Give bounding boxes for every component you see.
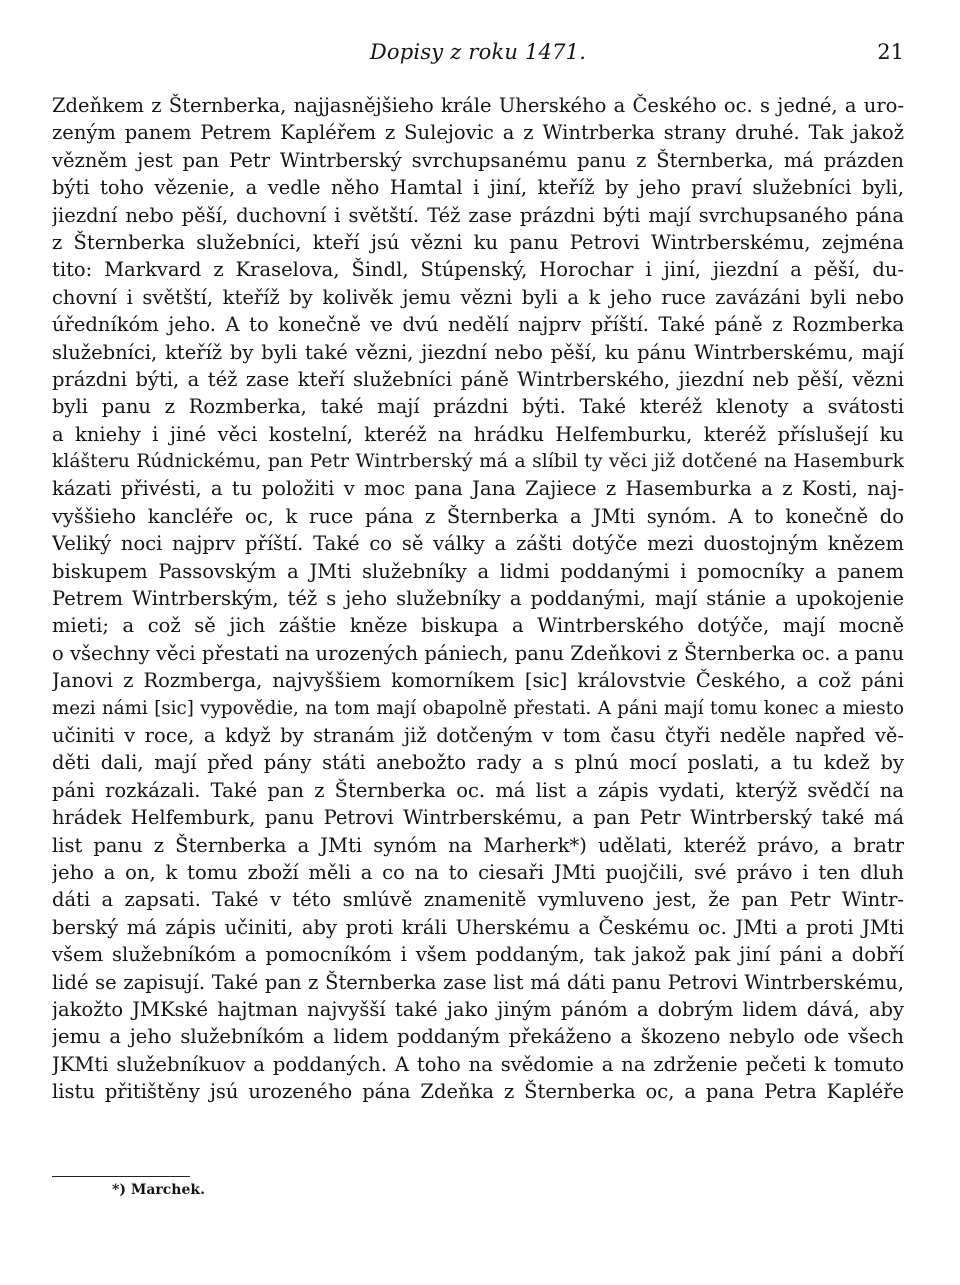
text-line: všem služebníkóm a pomocníkóm i všem poddaným, tak jakož pak jiní páni a dobří [52, 943, 904, 967]
text-line: klášteru Rúdnickému, pan Petr Wintrberský má a slíbil ty věci již dotčené na Hasemburk [52, 451, 904, 473]
document-page [52, 0, 904, 1285]
running-head [52, 40, 904, 70]
text-line: služebníci, kteříž by byli také vězni, jiezdní nebo pěší, ku pánu Wintrberskému, mají [52, 340, 904, 364]
footnote: *) Marchek. [112, 1182, 205, 1198]
text-line: dáti a zapsati. Také v této smlúvě znamenitě vymluveno jest, že pan Petr Wintr- [52, 888, 904, 912]
text-line: o všechny věci přestati na urozených pániech, panu Zdeňkovi z Šternberka oc. a panu [52, 641, 904, 665]
text-line: list panu z Šternberka a JMti synóm na Marherk*) udělati, kteréž právo, a bratr [52, 833, 904, 857]
footnote-divider [52, 1176, 190, 1177]
text-line: učiniti v roce, a když by stranám již dotčeným v tom času čtyři neděle napřed vě- [52, 723, 904, 747]
text-line: chovní i světští, kteříž by kolivěk jemu vězni byli a k jeho ruce zavázáni byli nebo [52, 285, 904, 309]
text-line: byli panu z Rozmberka, také mají prázdni býti. Také kteréž klenoty a svátosti [52, 395, 904, 419]
text-line: kázati přivésti, a tu položiti v moc pana Jana Zajiece z Hasemburka a z Kosti, naj- [52, 477, 904, 501]
text-line: páni rozkázali. Také pan z Šternberka oc. má list a zápis vydati, kterýž svědčí na [52, 778, 904, 802]
text-line: prázdni býti, a též zase kteří služebníci páně Wintrberského, jiezdní neb pěší, vězni [52, 367, 904, 391]
text-line: vyššieho kancléře oc, k ruce pána z Šternberka a JMti synóm. A to konečně do [52, 504, 904, 528]
page-number: 21 [877, 40, 904, 64]
text-line: jemu a jeho služebníkóm a lidem poddaným překáženo a škozeno nebylo ode všech [52, 1025, 904, 1049]
body-text [52, 92, 904, 1105]
running-title: Dopisy z roku 1471. [369, 40, 587, 64]
text-line: hrádek Helfemburk, panu Petrovi Wintrberskému, a pan Petr Wintrberský také má [52, 806, 904, 830]
text-line: z Šternberka služebníci, kteří jsú vězni ku panu Petrovi Wintrberskému, zejména [52, 230, 904, 254]
text-line: úředníkóm jeho. A to konečně ve dvú nedělí najprv příští. Také páně z Rozmberka [52, 313, 904, 337]
text-line: Janovi z Rozmberga, najvyššiem komorníkem [sic] královstvie Českého, a což páni [52, 669, 904, 693]
text-line: a kniehy i jiné věci kostelní, kteréž na hrádku Helfemburku, kteréž příslušejí ku [52, 422, 904, 446]
text-line: zeným panem Petrem Kapléřem z Sulejovic a z Wintrberka strany druhé. Tak jakož [52, 121, 904, 145]
text-line: Veliký noci najprv příští. Také co sě války a zášti dotýče mezi duostojným knězem [52, 532, 904, 556]
text-line: mezi námi [sic] vypovědie, na tom mají obapolně přestati. A páni mají tomu konec a miesto [52, 697, 904, 719]
text-line: děti dali, mají před pány státi anebožto rady a s plnú mocí poslati, a tu kdež by [52, 751, 904, 775]
text-line: Petrem Wintrberským, též s jeho služebníky a poddanými, mají stánie a upokojenie [52, 587, 904, 611]
text-line: listu přitištěny jsú urozeného pána Zdeňka z Šternberka oc, a pana Petra Kapléře [52, 1080, 904, 1104]
text-line: jakožto JMKské hajtman najvyšší také jako jiným pánóm a dobrým lidem dává, aby [52, 997, 904, 1021]
text-line: Zdeňkem z Šternberka, najjasnějšieho krále Uherského a Českého oc. s jedné, a uro- [52, 94, 904, 117]
text-line: JKMti služebníkuov a poddaných. A toho na svědomie a na zdrženie pečeti k tomuto [52, 1052, 904, 1076]
text-line: lidé se zapisují. Také pan z Šternberka zase list má dáti panu Petrovi Wintrberskému, [52, 970, 904, 994]
text-line: býti toho vězenie, a vedle něho Hamtal i jiní, kteříž by jeho praví služebníci byli, [52, 176, 904, 200]
text-line: biskupem Passovským a JMti služebníky a lidmi poddanými i pomocníky a panem [52, 559, 904, 583]
text-line: tito: Markvard z Kraselova, Šindl, Stúpenský, Horochar i jiní, jiezdní a pěší, du- [52, 258, 904, 282]
text-line: jeho a on, k tomu zboží měli a co na to ciesaři JMti puojčili, své právo i ten dluh [52, 860, 904, 884]
text-line: jiezdní nebo pěší, duchovní i světští. Též zase prázdni býti mají svrchupsaného pána [52, 203, 904, 227]
text-line: vězněm jest pan Petr Wintrberský svrchupsanému panu z Šternberka, má prázden [52, 148, 904, 172]
text-line: mieti; a což sě jich záštie kněze biskupa a Wintrberského dotýče, mají mocně [52, 614, 904, 638]
text-line: berský má zápis učiniti, aby proti králi Uherskému a Českému oc. JMti a proti JMti [52, 915, 904, 939]
